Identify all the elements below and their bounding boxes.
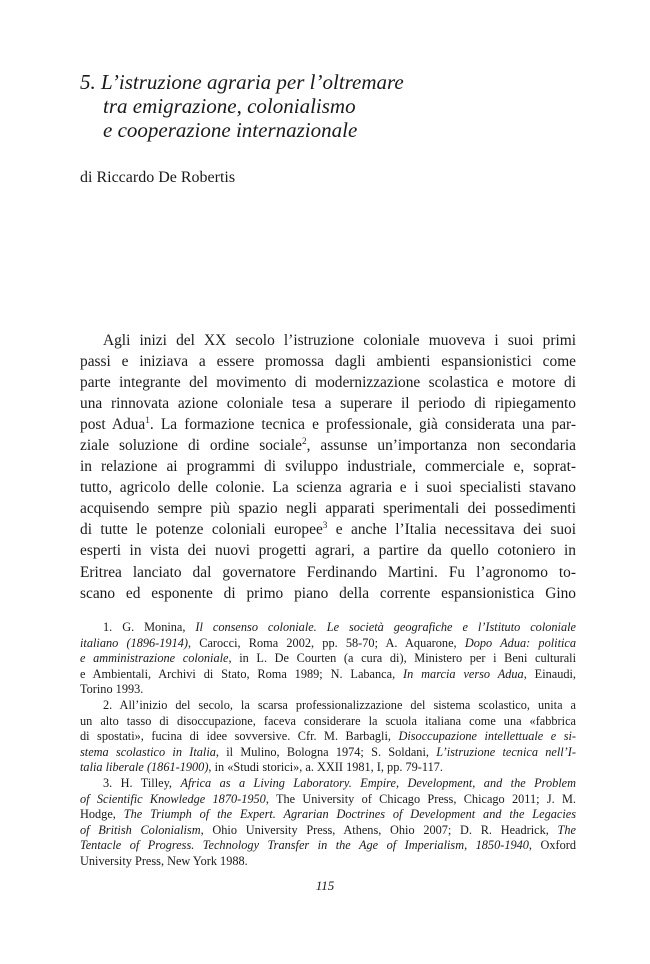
body-line: tutto, agricolo delle colonie. La scienza agraria e i suoi specialisti stavano <box>80 479 576 497</box>
footnote-3-line <box>80 792 576 808</box>
footnote-title: e amministrazione coloniale <box>80 651 229 666</box>
footnote-ref-1[interactable]: 1 <box>145 415 150 426</box>
footnote-text: , Carocci, Roma 2002, pp. 58-70; A. Aquarone, <box>187 635 465 650</box>
body-line: Eritrea lanciato dal governatore Ferdinando Martini. Fu l’agronomo to- <box>80 563 576 581</box>
chapter-title-line-2: tra emigrazione, colonialismo <box>103 94 356 118</box>
footnote-1-line <box>80 620 576 636</box>
footnote-title: talia liberale (1861-1900) <box>80 760 209 775</box>
body-line <box>80 435 576 456</box>
footnote-title: Il consenso coloniale. Le società geografiche e l’Istituto coloniale <box>195 620 576 634</box>
footnote-title: stema scolastico in Italia <box>80 744 216 759</box>
footnote-title: of Scientific Knowledge 1870-1950 <box>80 791 266 806</box>
footnote-title: Dopo Adua: politica <box>464 635 577 650</box>
body-text-segment: di tutte le potenze coloniali europee <box>80 521 323 539</box>
footnote-2-line <box>80 760 576 776</box>
footnote-text: 1. G. Monina, <box>103 620 196 634</box>
footnote-text: , in «Studi storici», a. XXII 1981, I, pp. 79-117. <box>208 760 443 775</box>
footnote-title: L’istruzione tecnica nell’I- <box>436 744 576 759</box>
footnote-3-line <box>80 776 576 792</box>
footnote-text: , Ohio University Press, Athens, Ohio 2007; D. R. Headrick, <box>200 822 558 837</box>
body-text-segment: ziale soluzione di ordine sociale <box>80 437 302 455</box>
footnote-text: e Ambientali, Archivi di Stato, Roma 1989; N. Labanca, <box>80 666 404 681</box>
page-number: 115 <box>315 878 335 893</box>
footnote-2-line <box>80 729 576 745</box>
footnote-3-line <box>80 807 576 823</box>
body-line <box>80 519 576 540</box>
footnote-3-line <box>80 823 576 839</box>
chapter-title-line-3: e cooperazione internazionale <box>103 118 358 142</box>
footnote-title: of British Colonialism <box>80 822 201 837</box>
footnote-text: , il Mulino, Bologna 1974; S. Soldani, <box>215 744 437 759</box>
body-line: parte integrante del movimento di modernizzazione scolastica e motore di <box>80 374 576 392</box>
footnote-1-line <box>80 667 576 683</box>
footnote-3-line <box>80 838 576 854</box>
chapter-title <box>80 70 580 142</box>
footnote-2-line <box>80 745 576 761</box>
footnote-1-line <box>80 636 576 652</box>
footnote-title: The Triumph of the Expert. Agrarian Doctrines of Development and the Legacies <box>123 807 577 822</box>
footnote-1-line <box>80 651 576 667</box>
body-text-segment: e anche l’Italia necessitava dei suoi <box>327 521 576 539</box>
body-text-segment: . La formazione tecnica e professionale, già considerata una par- <box>149 416 576 434</box>
body-line <box>80 414 576 435</box>
footnote-1-line: Torino 1993. <box>80 682 144 697</box>
body-line: in relazione ai programmi di sviluppo industriale, commerciale e, soprat- <box>80 458 576 476</box>
body-line: scano ed esponente di primo piano della corrente espansionistica Gino <box>80 584 576 602</box>
footnote-title: Disoccupazione intellettuale e si- <box>398 729 576 744</box>
footnote-text: , Einaudi, <box>523 666 577 681</box>
body-line: Agli inizi del XX secolo l’istruzione coloniale muoveva i suoi primi <box>103 332 576 349</box>
body-paragraph <box>80 330 576 604</box>
chapter-author: di Riccardo De Robertis <box>80 169 236 186</box>
footnote-ref-3[interactable]: 3 <box>322 520 328 531</box>
footnote-2-line: 2. All’inizio del secolo, la scarsa professionalizzazione del sistema scolastico, unita a <box>103 697 576 712</box>
body-line: una rinnovata azione coloniale tesa a superare il periodo di ripiegamento <box>80 395 576 413</box>
chapter-title-line-1: 5. L’istruzione agraria per l’oltremare <box>80 70 404 94</box>
footnote-text: , in L. De Courten (a cura di), Ministero per i Beni culturali <box>228 651 576 666</box>
footnote-3-line: University Press, New York 1988. <box>80 853 248 868</box>
footnote-ref-2[interactable]: 2 <box>301 436 307 447</box>
body-text-segment: , assunse un’importanza non secondaria <box>306 437 576 455</box>
body-line: passi e iniziava a essere promossa dagli ambienti espansionistici come <box>80 353 576 371</box>
footnote-text: 3. H. Tilley, <box>103 775 181 790</box>
footnote-text: Hodge, <box>80 807 124 822</box>
body-line: acquisendo sempre più spazio negli apparati sperimentali dei possedimenti <box>80 500 576 518</box>
footnotes <box>80 620 576 870</box>
footnote-text: di spostati», fucina di idee sovversive. Cfr. M. Barbagli, <box>80 729 399 744</box>
body-text-segment: post Adua <box>80 416 146 434</box>
footnote-2-line: un alto tasso di disoccupazione, faceva considerare la scuola italiana come una «fabbrica <box>80 713 576 728</box>
footnote-title: The <box>557 822 576 837</box>
footnote-text: , Oxford <box>528 838 576 853</box>
footnote-title: In marcia verso Adua <box>403 666 524 681</box>
footnote-text: , The University of Chicago Press, Chicago 2011; J. M. <box>265 791 576 806</box>
footnote-title: italiano (1896-1914) <box>80 635 188 650</box>
footnote-title: Africa as a Living Laboratory. Empire, Development, and the Problem <box>180 775 577 790</box>
footnote-title: Tentacle of Progress. Technology Transfer in the Age of Imperialism, 1850-1940 <box>80 838 529 853</box>
body-line: esperti in vista dei nuovi progetti agrari, a partire da quello cotoniero in <box>80 542 576 560</box>
